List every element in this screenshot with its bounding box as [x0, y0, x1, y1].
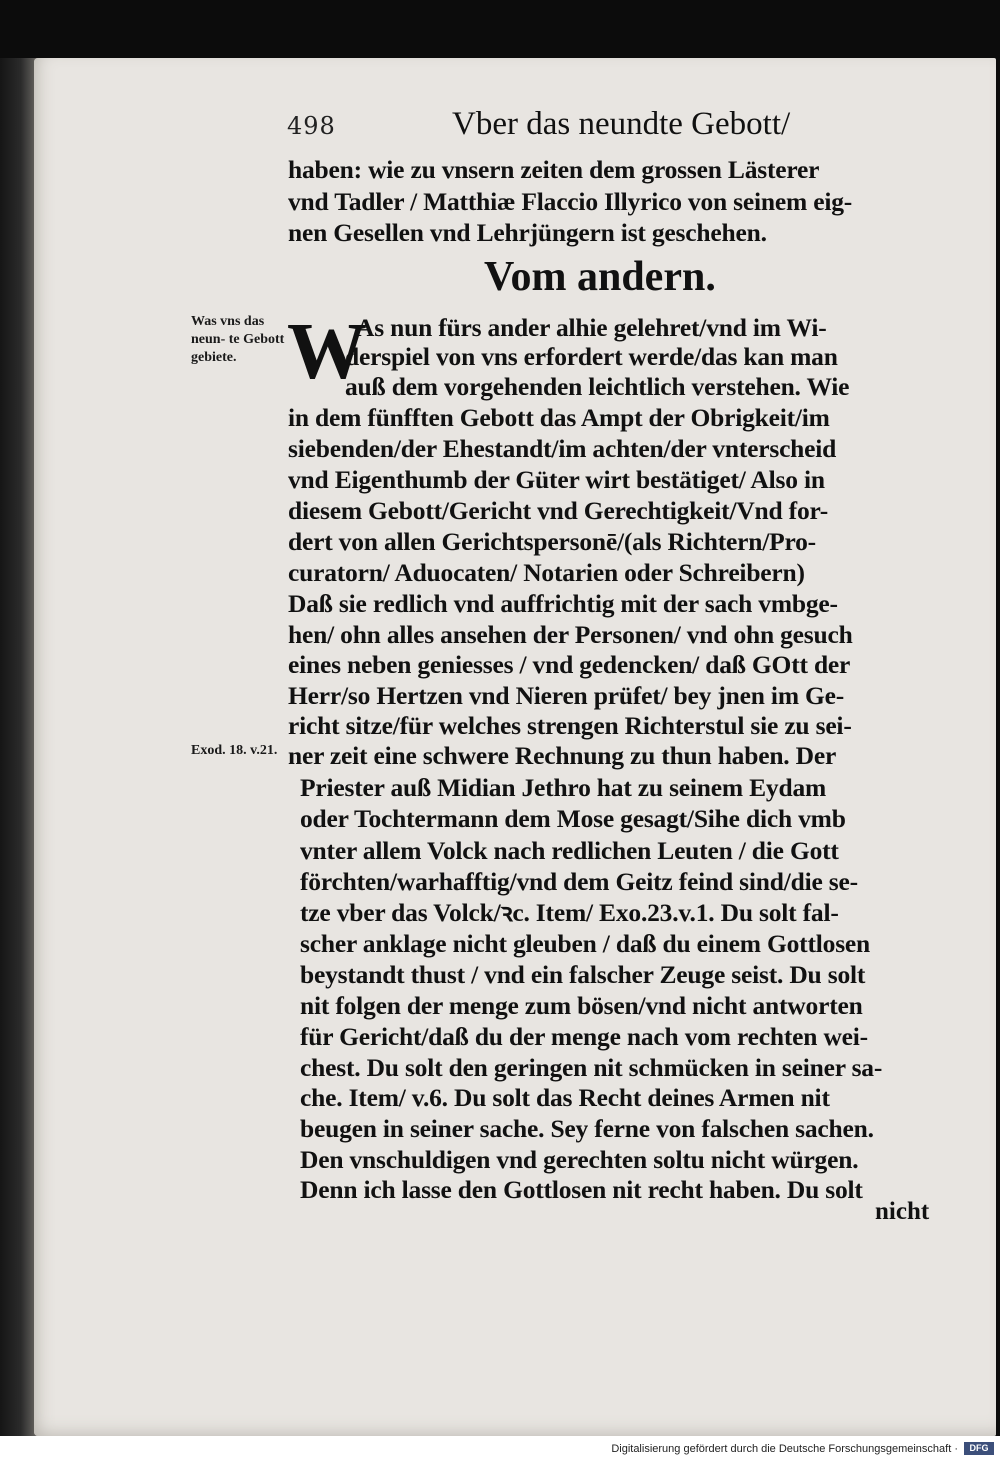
- intro-line: vnd Tadler / Matthiæ Flaccio Illyrico von seinem eig-: [288, 187, 853, 216]
- drop-cap-initial: W: [287, 308, 367, 396]
- section-title: Vom andern.: [484, 254, 716, 300]
- body-line: As nun fürs ander alhie gelehret/vnd im Wi-: [356, 313, 827, 342]
- body-line: beugen in seiner sache. Sey ferne von falschen sachen.: [300, 1114, 874, 1143]
- body-line: Herr/so Hertzen vnd Nieren prüfet/ bey jnen im Ge-: [288, 681, 845, 710]
- body-line: Daß sie redlich vnd auffrichtig mit der sach vmbge-: [288, 589, 838, 618]
- footer-strip: [0, 1436, 1000, 1461]
- body-line: förchten/warhafftig/vnd dem Geitz feind sind/die se-: [300, 867, 858, 896]
- margin-note: Was vns das neun- te Gebott gebiete.: [191, 314, 285, 365]
- intro-line: nen Gesellen vnd Lehrjüngern ist geschehen.: [288, 218, 767, 247]
- page-number: 498: [287, 112, 336, 140]
- body-line: diesem Gebott/Gericht vnd Gerechtigkeit/Vnd for-: [288, 496, 828, 525]
- body-line: scher anklage nicht gleuben / daß du einem Gottlosen: [300, 929, 871, 958]
- page-header: [287, 106, 887, 148]
- body-line: ner zeit eine schwere Rechnung zu thun haben. Der: [288, 741, 837, 770]
- body-line: chest. Du solt den geringen nit schmücken in seiner sa-: [300, 1053, 883, 1082]
- book-gutter: [0, 58, 38, 1436]
- body-line: tze vber das Volck/ꝛc. Item/ Exo.23.v.1. Du solt fal-: [300, 898, 839, 927]
- body-line: vnd Eigenthumb der Güter wirt bestätiget/ Also in: [288, 465, 825, 494]
- body-line: auß dem vorgehenden leichtlich verstehen. Wie: [345, 372, 850, 401]
- body-line: curatorn/ Aduocaten/ Notarien oder Schreibern): [288, 558, 805, 587]
- body-line: richt sitze/für welches strengen Richterstul sie zu sei-: [288, 711, 852, 740]
- body-line: in dem fünfften Gebott das Ampt der Obrigkeit/im: [288, 403, 830, 432]
- body-line: che. Item/ v.6. Du solt das Recht deines Armen nit: [300, 1083, 830, 1112]
- body-line: siebenden/der Ehestandt/im achten/der vnterscheid: [288, 434, 837, 463]
- body-line: Den vnschuldigen vnd gerechten soltu nicht würgen.: [300, 1145, 859, 1174]
- body-line: vnter allem Volck nach redlichen Leuten / die Gott: [300, 836, 839, 865]
- body-line: nit folgen der menge zum bösen/vnd nicht antworten: [300, 991, 863, 1020]
- margin-note: Exod. 18. v.21.: [191, 743, 278, 758]
- intro-line: haben: wie zu vnsern zeiten dem grossen Lästerer: [288, 155, 820, 184]
- body-line: eines neben geniesses / vnd gedencken/ daß GOtt der: [288, 650, 851, 679]
- funding-credit: Digitalisierung gefördert durch die Deutsche Forschungsgemeinschaft ·: [611, 1443, 958, 1455]
- body-line: hen/ ohn alles ansehen der Personen/ vnd ohn gesuch: [288, 620, 853, 649]
- body-line: oder Tochtermann dem Mose gesagt/Sihe dich vmb: [300, 804, 846, 833]
- running-head: Vber das neundte Gebott/: [452, 106, 791, 142]
- body-line: Priester auß Midian Jethro hat zu seinem Eydam: [300, 773, 827, 802]
- body-line: dert von allen Gerichtspersonē/(als Richtern/Pro-: [288, 527, 816, 556]
- catchword: nicht: [875, 1198, 930, 1225]
- dfg-logo: DFG: [964, 1442, 994, 1455]
- body-line: beystandt thust / vnd ein falscher Zeuge seist. Du solt: [300, 960, 866, 989]
- body-line: derspiel von vns erfordert werde/das kan man: [345, 342, 838, 371]
- body-line: Denn ich lasse den Gottlosen nit recht haben. Du solt: [300, 1175, 863, 1204]
- body-line: für Gericht/daß du der menge nach vom rechten wei-: [300, 1022, 868, 1051]
